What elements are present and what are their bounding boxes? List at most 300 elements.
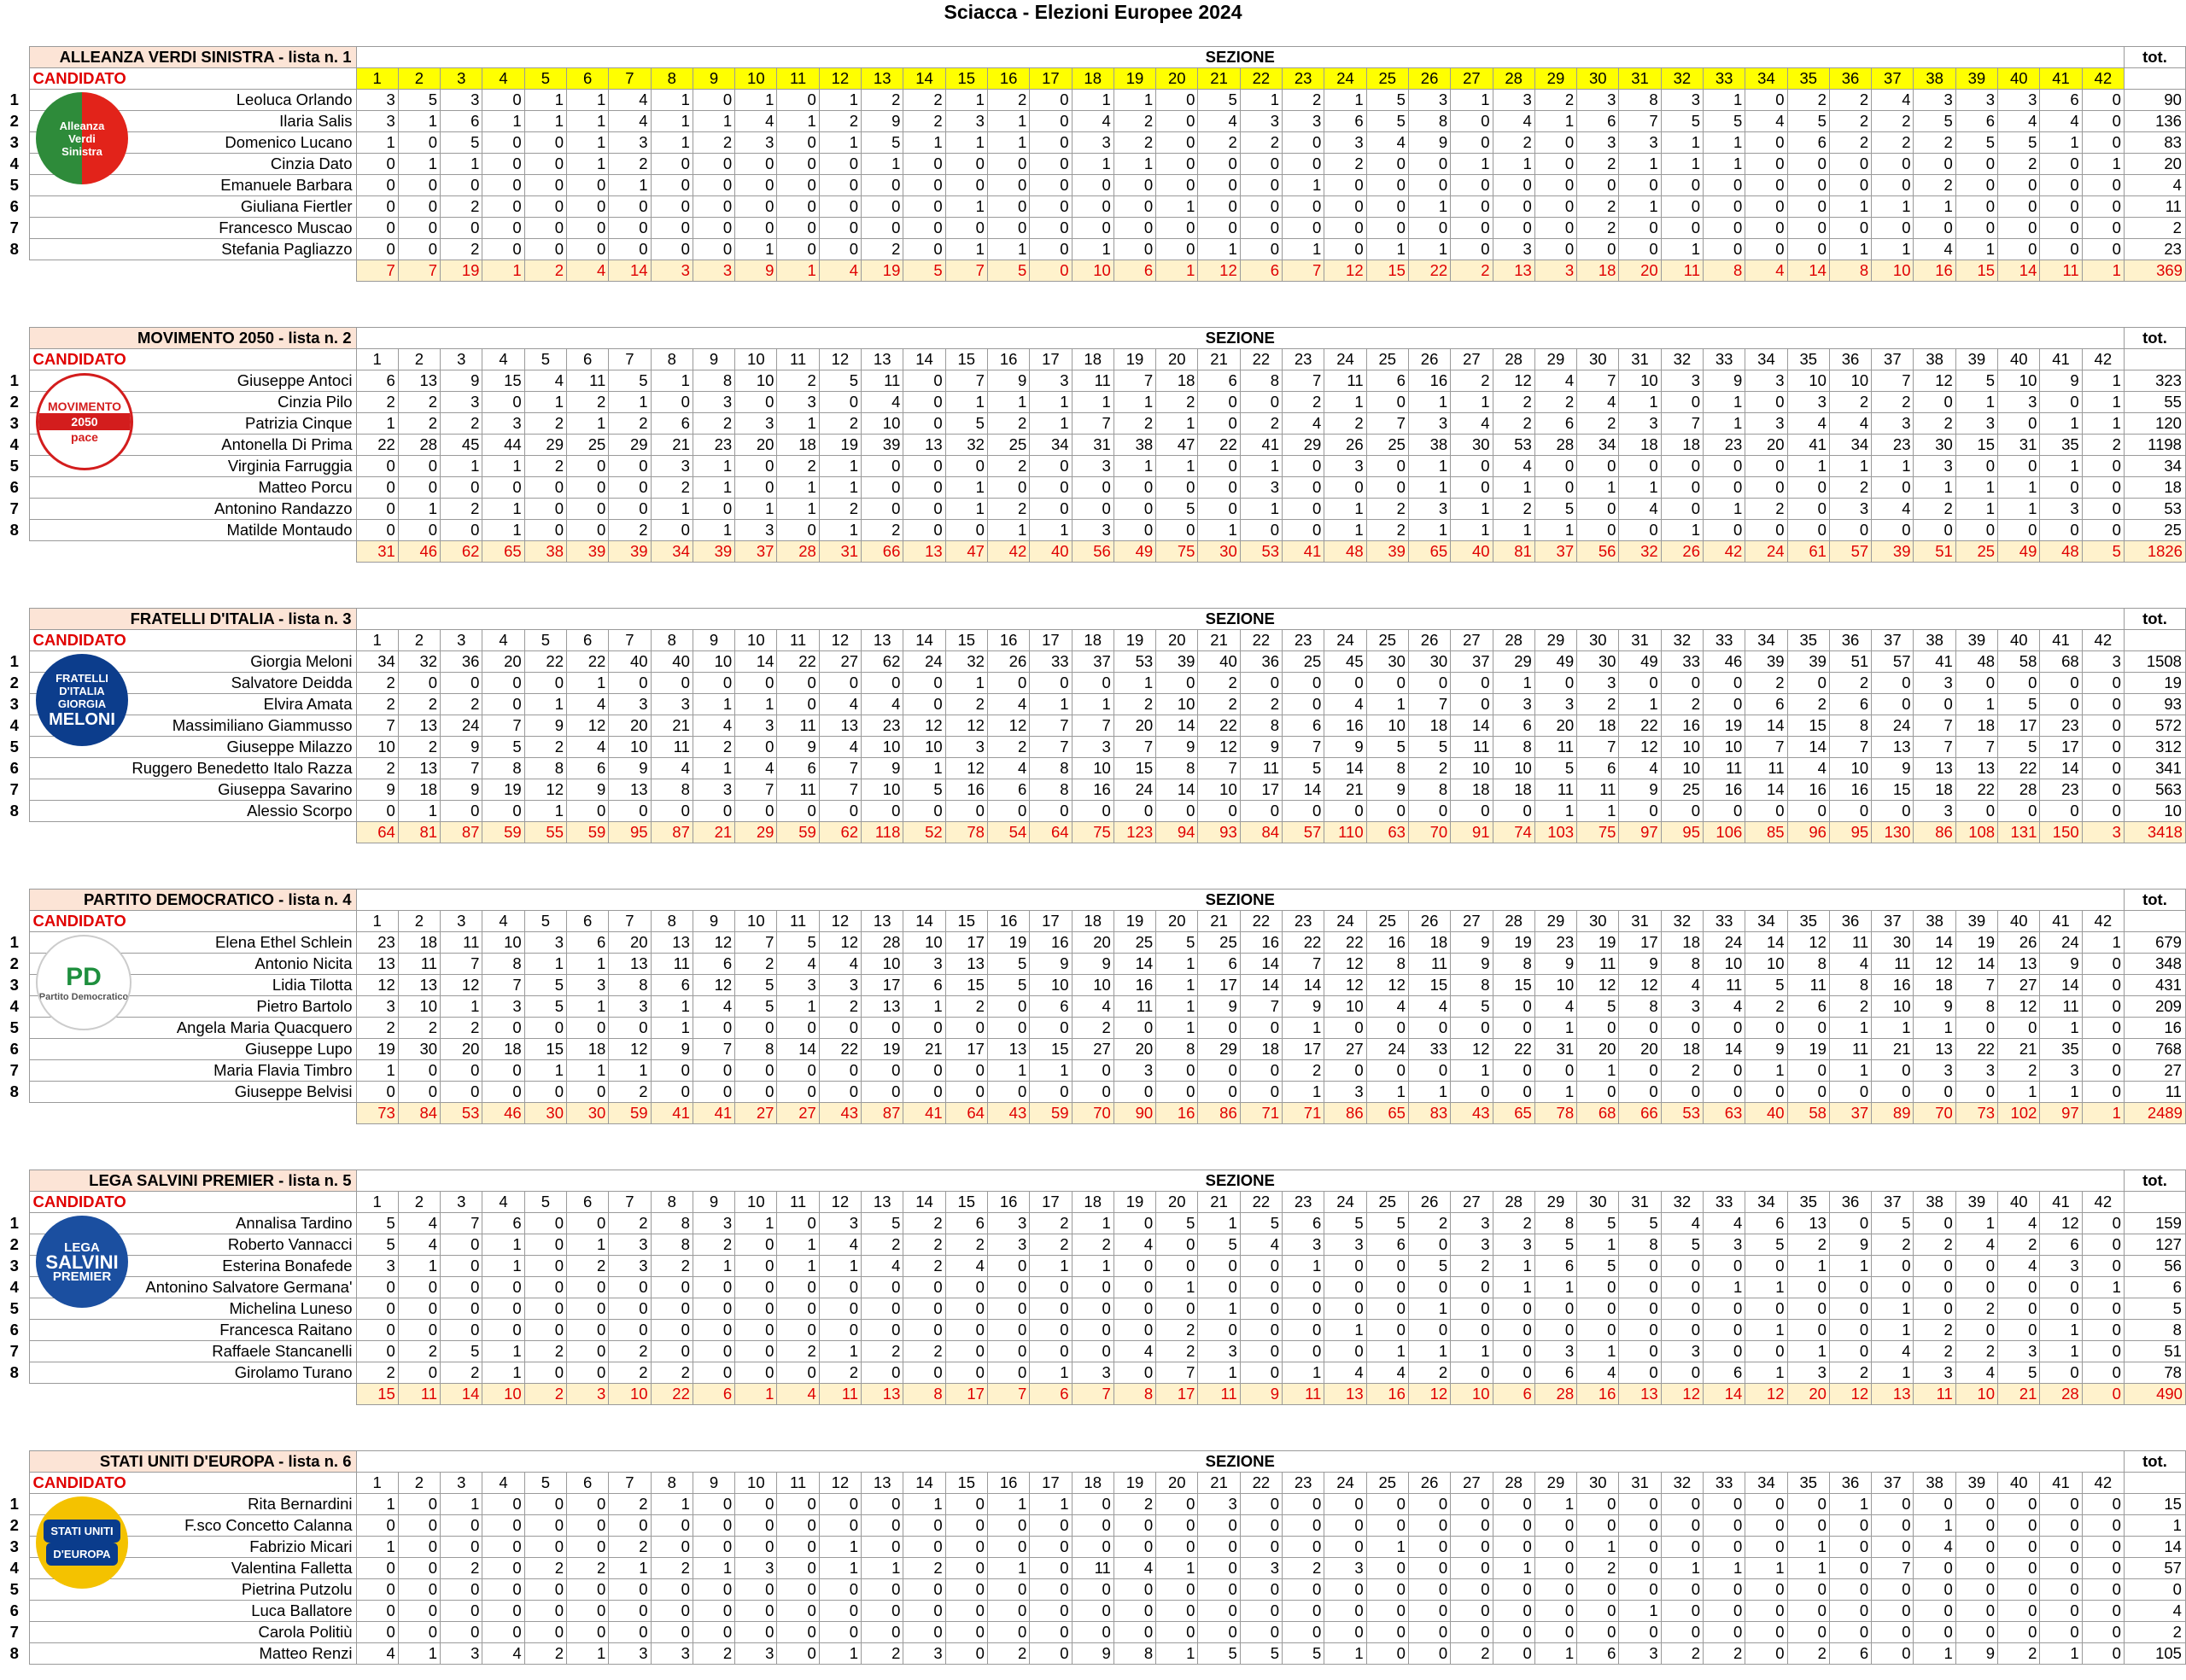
vote-cell: 10: [1704, 737, 1745, 758]
vote-cell: 4: [1914, 1537, 1955, 1558]
vote-cell: 0: [1829, 1515, 1871, 1537]
section-number: 8: [651, 630, 693, 651]
vote-cell: 3: [735, 132, 777, 154]
vote-cell: 0: [1198, 175, 1240, 196]
vote-cell: 53: [1493, 435, 1534, 456]
vote-cell: 4: [1787, 758, 1829, 779]
vote-cell: 7: [1030, 737, 1072, 758]
vote-cell: 3: [1661, 90, 1703, 111]
vote-cell: 48: [1955, 651, 1997, 673]
section-total: 65: [482, 541, 524, 563]
vote-cell: 4: [1072, 111, 1113, 132]
vote-cell: 0: [2082, 1320, 2124, 1341]
vote-cell: 0: [903, 1060, 945, 1082]
vote-cell: 14: [777, 1039, 819, 1060]
vote-cell: 0: [1998, 520, 2040, 541]
vote-cell: 5: [356, 1213, 398, 1234]
vote-cell: 1: [945, 90, 987, 111]
section-number: 22: [1240, 68, 1282, 90]
vote-cell: 10: [903, 737, 945, 758]
candidate-row: [0, 737, 2185, 758]
vote-cell: 0: [945, 1018, 987, 1039]
vote-cell: 0: [693, 1018, 734, 1039]
vote-cell: 3: [1914, 801, 1955, 822]
section-number: 7: [609, 911, 651, 932]
candidate-name: Matteo Porcu: [29, 477, 356, 499]
candidate-row: [0, 370, 2185, 392]
vote-cell: 4: [1240, 1234, 1282, 1256]
vote-cell: 0: [2040, 1515, 2082, 1537]
vote-cell: 0: [1493, 1298, 1534, 1320]
vote-cell: 2: [987, 737, 1029, 758]
vote-cell: 10: [862, 413, 903, 435]
vote-cell: 0: [2082, 1601, 2124, 1622]
vote-cell: 0: [2082, 1213, 2124, 1234]
corner-blank: [0, 890, 29, 911]
vote-cell: 16: [1324, 715, 1366, 737]
vote-cell: 16: [1030, 932, 1072, 954]
vote-cell: 0: [1113, 1298, 1155, 1320]
vote-cell: 0: [987, 175, 1029, 196]
vote-cell: 0: [1240, 1537, 1282, 1558]
section-total: 118: [862, 822, 903, 843]
vote-cell: 0: [1198, 477, 1240, 499]
vote-cell: 16: [1704, 779, 1745, 801]
vote-cell: 9: [1240, 737, 1282, 758]
vote-cell: 0: [398, 1537, 440, 1558]
vote-cell: 1: [2082, 370, 2124, 392]
vote-cell: 0: [777, 90, 819, 111]
vote-cell: 0: [819, 239, 861, 260]
section-total: 55: [524, 822, 566, 843]
vote-cell: 2: [441, 239, 482, 260]
vote-cell: 7: [356, 715, 398, 737]
vote-cell: 5: [1577, 1213, 1619, 1234]
vote-cell: 0: [1955, 1082, 1997, 1103]
section-total: 11: [819, 1384, 861, 1405]
vote-cell: 0: [1283, 1515, 1324, 1537]
vote-cell: 45: [1324, 651, 1366, 673]
vote-cell: 0: [693, 1082, 734, 1103]
vote-cell: 2: [1451, 1643, 1493, 1665]
vote-cell: 2: [1955, 1341, 1997, 1362]
vote-cell: 2: [1493, 392, 1534, 413]
vote-cell: 0: [609, 499, 651, 520]
vote-cell: 0: [693, 499, 734, 520]
vote-cell: 1: [1787, 1341, 1829, 1362]
vote-cell: 0: [609, 673, 651, 694]
vote-cell: 0: [1998, 801, 2040, 822]
vote-cell: 1: [1955, 477, 1997, 499]
candidate-total: 93: [2124, 694, 2185, 715]
vote-cell: 1: [1577, 1341, 1619, 1362]
section-number: 26: [1408, 349, 1450, 370]
vote-cell: 0: [609, 1601, 651, 1622]
vote-cell: 23: [693, 435, 734, 456]
vote-cell: 24: [2040, 932, 2082, 954]
section-number: 37: [1872, 349, 1914, 370]
vote-cell: 1: [1955, 392, 1997, 413]
vote-cell: 7: [482, 715, 524, 737]
name-blank: [29, 260, 356, 282]
vote-cell: 0: [735, 1256, 777, 1277]
vote-cell: 1: [819, 132, 861, 154]
vote-cell: 0: [1072, 1537, 1113, 1558]
candidate-total: 23: [2124, 239, 2185, 260]
section-number: 3: [441, 630, 482, 651]
vote-cell: 7: [441, 954, 482, 975]
section-number: 15: [945, 630, 987, 651]
candidate-index: 6: [9, 759, 19, 777]
vote-cell: 0: [1366, 1277, 1408, 1298]
vote-cell: 6: [903, 975, 945, 996]
vote-cell: 0: [1408, 1558, 1450, 1579]
vote-cell: 1: [1198, 239, 1240, 260]
vote-cell: 0: [1156, 1494, 1198, 1515]
vote-cell: 0: [2082, 1234, 2124, 1256]
vote-cell: 2: [777, 456, 819, 477]
vote-cell: 0: [1451, 1320, 1493, 1341]
vote-cell: 0: [1072, 1515, 1113, 1537]
vote-cell: 0: [1240, 1622, 1282, 1643]
section-totals-row: [0, 1384, 2185, 1405]
party-block: [0, 608, 2186, 843]
vote-cell: 0: [1283, 1298, 1324, 1320]
vote-cell: 0: [1113, 1018, 1155, 1039]
vote-cell: 0: [524, 520, 566, 541]
section-number: 10: [735, 1473, 777, 1494]
vote-cell: 0: [524, 175, 566, 196]
vote-cell: 0: [1283, 801, 1324, 822]
vote-cell: 0: [1030, 1558, 1072, 1579]
vote-cell: 34: [1577, 435, 1619, 456]
candidate-name: Ruggero Benedetto Italo Razza: [29, 758, 356, 779]
vote-cell: 0: [1072, 196, 1113, 218]
vote-cell: 0: [609, 239, 651, 260]
section-total: 1: [1156, 260, 1198, 282]
vote-cell: 1: [1955, 1213, 1997, 1234]
vote-cell: 0: [1704, 1515, 1745, 1537]
vote-cell: 2: [1156, 392, 1198, 413]
vote-cell: 0: [2082, 132, 2124, 154]
vote-cell: 4: [735, 758, 777, 779]
candidate-row: [0, 90, 2185, 111]
vote-cell: 7: [945, 370, 987, 392]
vote-cell: 0: [1998, 1558, 2040, 1579]
vote-cell: 5: [777, 932, 819, 954]
vote-cell: 5: [862, 1213, 903, 1234]
vote-cell: 0: [1072, 1341, 1113, 1362]
section-total: 16: [1577, 1384, 1619, 1405]
vote-cell: 0: [1156, 1298, 1198, 1320]
vote-cell: 0: [482, 132, 524, 154]
vote-cell: 15: [524, 1039, 566, 1060]
section-total: 40: [1745, 1103, 1787, 1124]
vote-cell: 3: [735, 520, 777, 541]
vote-cell: 0: [1493, 1494, 1534, 1515]
vote-cell: 8: [1619, 996, 1661, 1018]
vote-cell: 5: [1577, 996, 1619, 1018]
vote-cell: 0: [2040, 1579, 2082, 1601]
vote-cell: 0: [1745, 1298, 1787, 1320]
vote-cell: 0: [693, 801, 734, 822]
vote-cell: 6: [1577, 758, 1619, 779]
section-number: 27: [1451, 1192, 1493, 1213]
vote-cell: 2: [1577, 218, 1619, 239]
vote-cell: 0: [945, 520, 987, 541]
vote-cell: 1: [1198, 520, 1240, 541]
vote-cell: 2: [609, 1537, 651, 1558]
vote-cell: 0: [1030, 154, 1072, 175]
vote-cell: 11: [1072, 370, 1113, 392]
vote-cell: 0: [2040, 801, 2082, 822]
vote-cell: 10: [1829, 758, 1871, 779]
section-total: 7: [356, 260, 398, 282]
section-number: 42: [2082, 630, 2124, 651]
vote-cell: 0: [482, 1320, 524, 1341]
vote-cell: 1: [1493, 1277, 1534, 1298]
vote-cell: 4: [1534, 370, 1576, 392]
section-number: 5: [524, 349, 566, 370]
vote-cell: 0: [1366, 801, 1408, 822]
vote-cell: 9: [651, 1039, 693, 1060]
vote-cell: 0: [1324, 1341, 1366, 1362]
vote-cell: 9: [1872, 758, 1914, 779]
party-table: [0, 327, 2186, 563]
vote-cell: 1: [1661, 239, 1703, 260]
vote-cell: 5: [1745, 975, 1787, 996]
corner-blank: [0, 822, 29, 843]
candidate-name: Antonio Nicita: [29, 954, 356, 975]
party-block: [0, 46, 2186, 282]
vote-cell: 0: [1998, 1579, 2040, 1601]
vote-cell: 0: [1240, 1579, 1282, 1601]
section-number: 14: [903, 630, 945, 651]
vote-cell: 0: [819, 673, 861, 694]
vote-cell: 2: [693, 413, 734, 435]
vote-cell: 0: [2040, 218, 2082, 239]
vote-cell: 17: [945, 932, 987, 954]
vote-cell: 1: [1619, 477, 1661, 499]
vote-cell: 0: [1324, 239, 1366, 260]
vote-cell: 4: [1998, 111, 2040, 132]
vote-cell: 0: [566, 801, 608, 822]
vote-cell: 1: [777, 477, 819, 499]
section-number: 34: [1745, 68, 1787, 90]
corner-blank: [0, 609, 29, 630]
vote-cell: 1: [1408, 239, 1450, 260]
vote-cell: 17: [945, 1039, 987, 1060]
candidate-row: [0, 1256, 2185, 1277]
sezione-header: SEZIONE: [356, 890, 2124, 911]
vote-cell: 3: [1198, 1341, 1240, 1362]
vote-cell: 11: [398, 954, 440, 975]
section-total: 11: [1661, 260, 1703, 282]
candidate-total: 56: [2124, 1256, 2185, 1277]
section-total: 0: [1030, 260, 1072, 282]
section-number: 5: [524, 1192, 566, 1213]
vote-cell: 0: [1283, 132, 1324, 154]
section-number: 36: [1829, 630, 1871, 651]
vote-cell: 0: [2040, 1298, 2082, 1320]
section-number: 26: [1408, 1473, 1450, 1494]
vote-cell: 1: [524, 954, 566, 975]
vote-cell: 5: [1787, 111, 1829, 132]
section-total: 28: [2040, 1384, 2082, 1405]
section-number: 21: [1198, 349, 1240, 370]
vote-cell: 1: [1745, 1060, 1787, 1082]
vote-cell: 7: [735, 932, 777, 954]
vote-cell: 2: [1451, 370, 1493, 392]
vote-cell: 0: [1745, 1515, 1787, 1537]
vote-cell: 1: [862, 1558, 903, 1579]
vote-cell: 0: [862, 1601, 903, 1622]
vote-cell: 8: [1156, 1039, 1198, 1060]
vote-cell: 1: [524, 111, 566, 132]
tot-blank: [2124, 1192, 2185, 1213]
vote-cell: 0: [1955, 801, 1997, 822]
vote-cell: 2: [441, 413, 482, 435]
vote-cell: 9: [1030, 954, 1072, 975]
vote-cell: 2: [1534, 90, 1576, 111]
vote-cell: 0: [524, 1362, 566, 1384]
vote-cell: 0: [945, 1515, 987, 1537]
vote-cell: 7: [1366, 413, 1408, 435]
vote-cell: 9: [777, 737, 819, 758]
vote-cell: 0: [1030, 499, 1072, 520]
vote-cell: 1: [903, 132, 945, 154]
section-total: 13: [1493, 260, 1534, 282]
vote-cell: 10: [1872, 996, 1914, 1018]
vote-cell: 9: [1534, 954, 1576, 975]
vote-cell: 0: [1240, 1082, 1282, 1103]
vote-cell: 0: [1914, 1213, 1955, 1234]
section-total: 64: [1030, 822, 1072, 843]
vote-cell: 0: [987, 996, 1029, 1018]
vote-cell: 0: [1240, 154, 1282, 175]
vote-cell: 23: [1534, 932, 1576, 954]
vote-cell: 12: [1577, 975, 1619, 996]
candidate-name: Francesca Raitano: [29, 1320, 356, 1341]
vote-cell: 2: [1072, 1234, 1113, 1256]
vote-cell: 3: [482, 996, 524, 1018]
vote-cell: 10: [1030, 975, 1072, 996]
section-total: 30: [524, 1103, 566, 1124]
vote-cell: 27: [1998, 975, 2040, 996]
vote-cell: 57: [1872, 651, 1914, 673]
vote-cell: 0: [482, 1277, 524, 1298]
section-total: 59: [609, 1103, 651, 1124]
section-number: 10: [735, 349, 777, 370]
vote-cell: 0: [1408, 1060, 1450, 1082]
vote-cell: 0: [566, 1622, 608, 1643]
vote-cell: 0: [735, 1341, 777, 1362]
vote-cell: 2: [1198, 673, 1240, 694]
vote-cell: 1: [1577, 477, 1619, 499]
vote-cell: 0: [1156, 1515, 1198, 1537]
vote-cell: 3: [356, 111, 398, 132]
candidate-name: Pietro Bartolo: [29, 996, 356, 1018]
vote-cell: 17: [1240, 779, 1282, 801]
section-number: 27: [1451, 630, 1493, 651]
vote-cell: 1: [1072, 1213, 1113, 1234]
vote-cell: 19: [862, 1039, 903, 1060]
vote-cell: 0: [1198, 1018, 1240, 1039]
vote-cell: 3: [693, 1213, 734, 1234]
vote-cell: 1: [566, 1060, 608, 1082]
vote-cell: 2: [651, 1256, 693, 1277]
vote-cell: 0: [1829, 1341, 1871, 1362]
section-number: 5: [524, 1473, 566, 1494]
vote-cell: 0: [862, 499, 903, 520]
vote-cell: 1: [441, 1494, 482, 1515]
section-total: 74: [1493, 822, 1534, 843]
section-total: 21: [1998, 1384, 2040, 1405]
vote-cell: 0: [1872, 477, 1914, 499]
party-name: FRATELLI D'ITALIA - lista n. 3: [29, 609, 356, 630]
vote-cell: 2: [1283, 1558, 1324, 1579]
candidate-index: 4: [9, 155, 19, 172]
vote-cell: 0: [1493, 1643, 1534, 1665]
vote-cell: 68: [2040, 651, 2082, 673]
candidate-row: [0, 932, 2185, 954]
vote-cell: 0: [609, 1277, 651, 1298]
vote-cell: 0: [398, 239, 440, 260]
section-total: 17: [1156, 1384, 1198, 1405]
vote-cell: 1: [1156, 413, 1198, 435]
vote-cell: 1: [945, 239, 987, 260]
name-blank: [29, 1384, 356, 1405]
vote-cell: 8: [1408, 111, 1450, 132]
vote-cell: 10: [1745, 954, 1787, 975]
vote-cell: 0: [1156, 111, 1198, 132]
vote-cell: 5: [1324, 1213, 1366, 1234]
vote-cell: 1: [1451, 1060, 1493, 1082]
vote-cell: 1: [1324, 1320, 1366, 1341]
vote-cell: 6: [1366, 370, 1408, 392]
vote-cell: 1: [1534, 801, 1576, 822]
vote-cell: 0: [1704, 1579, 1745, 1601]
vote-cell: 0: [945, 218, 987, 239]
section-number: 14: [903, 1473, 945, 1494]
section-number: 39: [1955, 1473, 1997, 1494]
vote-cell: 0: [2082, 715, 2124, 737]
section-total: 65: [1493, 1103, 1534, 1124]
vote-cell: 0: [862, 1320, 903, 1341]
vote-cell: 5: [1156, 499, 1198, 520]
vote-cell: 1: [1493, 154, 1534, 175]
vote-cell: 0: [1072, 1060, 1113, 1082]
section-number: 24: [1324, 1192, 1366, 1213]
candidate-name: Rita Bernardini: [29, 1494, 356, 1515]
vote-cell: 17: [1283, 1039, 1324, 1060]
section-number: 40: [1998, 1192, 2040, 1213]
section-number: 18: [1072, 68, 1113, 90]
vote-cell: 6: [1704, 1362, 1745, 1384]
vote-cell: 0: [398, 1579, 440, 1601]
section-number: 34: [1745, 1473, 1787, 1494]
section-number-row: [0, 630, 2185, 651]
vote-cell: 0: [1577, 1515, 1619, 1537]
vote-cell: 1: [482, 1234, 524, 1256]
vote-cell: 2: [1324, 413, 1366, 435]
candidate-name: Giuseppe Milazzo: [29, 737, 356, 758]
vote-cell: 1: [1661, 154, 1703, 175]
vote-cell: 0: [1366, 456, 1408, 477]
candidate-total: 90: [2124, 90, 2185, 111]
vote-cell: 0: [441, 801, 482, 822]
vote-cell: 0: [1198, 1320, 1240, 1341]
